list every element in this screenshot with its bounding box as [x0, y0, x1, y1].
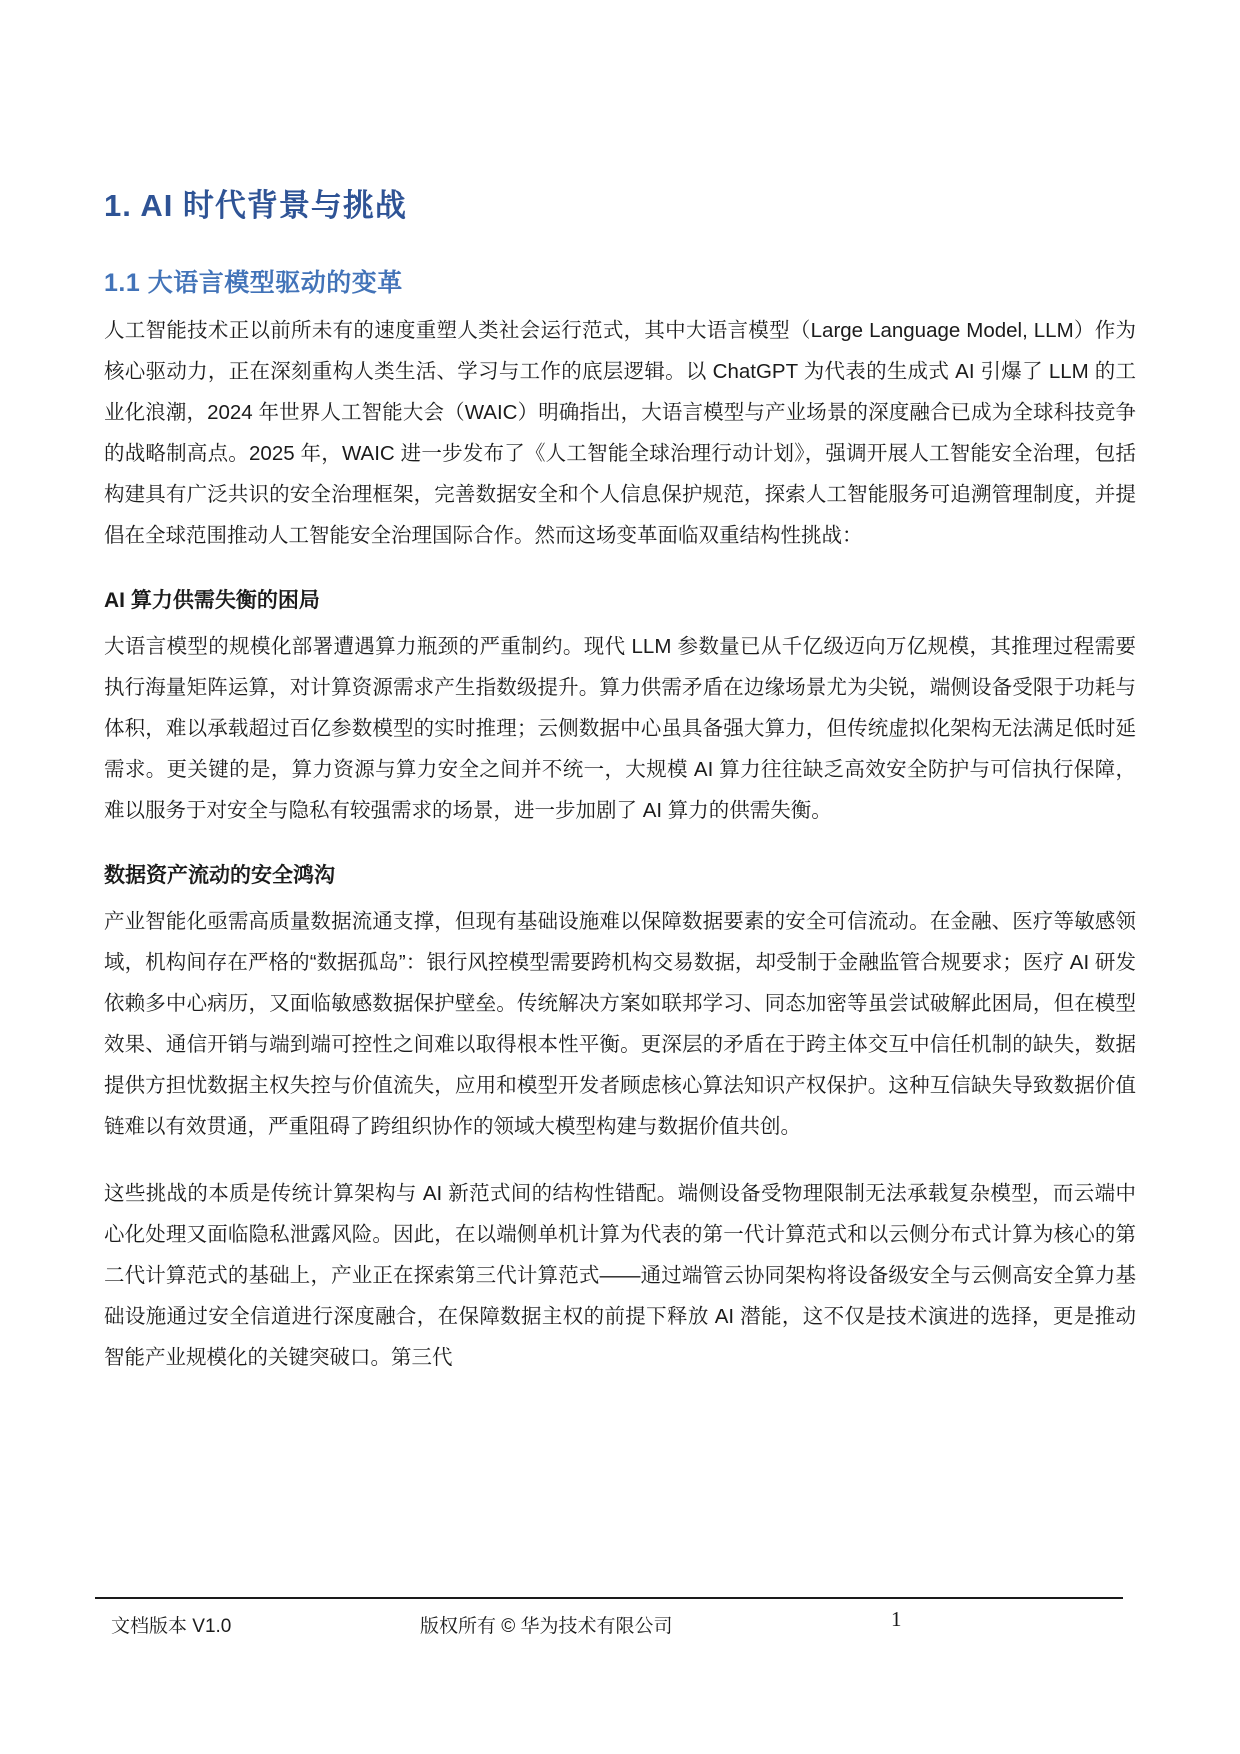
footer-page-number: 1	[891, 1607, 902, 1631]
footer-version: 文档版本 V1.0	[111, 1616, 232, 1637]
page-content	[104, 186, 1136, 1378]
page-title: 1. AI 时代背景与挑战	[104, 188, 407, 223]
data-paragraph: 产业智能化亟需高质量数据流通支撑，但现有基础设施难以保障数据要素的安全可信流动。在金融、医疗等敏感领域，机构间存在严格的“数据孤岛”：银行风控模型需要跨机构交易数据，却受制于金融监管合规要求；医疗 AI 研发依赖多中心病历，又面临敏感数据保护壁垒。传统解决方案如联邦学习、同态加密等虽尝试破解此困局，但在模型效果、通信开销与端到端可控性之间难以取得根本性平衡。更深层的矛盾在于跨主体交互中信任机制的缺失，数据提供方担忧数据主权失控与价值流失，应用和模型开发者顾虑核心算法知识产权保护。这种互信缺失导致数据价值链难以有效贯通，严重阻碍了跨组织协作的领域大模型构建与数据价值共创。	[104, 910, 1136, 1138]
compute-paragraph: 大语言模型的规模化部署遭遇算力瓶颈的严重制约。现代 LLM 参数量已从千亿级迈向万亿规模，其推理过程需要执行海量矩阵运算，对计算资源需求产生指数级提升。算力供需矛盾在边缘场景尤为尖锐，端侧设备受限于功耗与体积，难以承载超过百亿参数模型的实时推理；云侧数据中心虽具备强大算力，但传统虚拟化架构无法满足低时延需求。更关键的是，算力资源与算力安全之间并不统一，大规模 AI 算力往往缺乏高效安全防护与可信执行保障，难以服务于对安全与隐私有较强需求的场景，进一步加剧了 AI 算力的供需失衡。	[104, 635, 1136, 822]
section-title: 1.1 大语言模型驱动的变革	[104, 269, 403, 297]
closing-paragraph: 这些挑战的本质是传统计算架构与 AI 新范式间的结构性错配。端侧设备受物理限制无法承载复杂模型，而云端中心化处理又面临隐私泄露风险。因此，在以端侧单机计算为代表的第一代计算范式和以云侧分布式计算为核心的第二代计算范式的基础上，产业正在探索第三代计算范式——通过端管云协同架构将设备级安全与云侧高安全算力基础设施通过安全信道进行深度融合，在保障数据主权的前提下释放 AI 潜能，这不仅是技术演进的选择，更是推动智能产业规模化的关键突破口。第三代	[104, 1182, 1136, 1369]
footer-copyright: 版权所有 © 华为技术有限公司	[420, 1616, 673, 1637]
subsection-heading-compute: AI 算力供需失衡的困局	[104, 589, 320, 612]
page-footer	[95, 1597, 1123, 1651]
subsection-heading-data: 数据资产流动的安全鸿沟	[104, 864, 335, 887]
intro-paragraph: 人工智能技术正以前所未有的速度重塑人类社会运行范式，其中大语言模型（Large Language Model, LLM）作为核心驱动力，正在深刻重构人类生活、学习与工作的底层逻辑。以 ChatGPT 为代表的生成式 AI 引爆了 LLM 的工业化浪潮，2024 年世界人工智能大会（WAIC）明确指出，大语言模型与产业场景的深度融合已成为全球科技竞争的战略制高点。2025 年，WAIC 进一步发布了《人工智能全球治理行动计划》，强调开展人工智能安全治理，包括构建具有广泛共识的安全治理框架，完善数据安全和个人信息保护规范，探索人工智能服务可追溯管理制度，并提倡在全球范围推动人工智能安全治理国际合作。然而这场变革面临双重结构性挑战：	[104, 319, 1136, 547]
